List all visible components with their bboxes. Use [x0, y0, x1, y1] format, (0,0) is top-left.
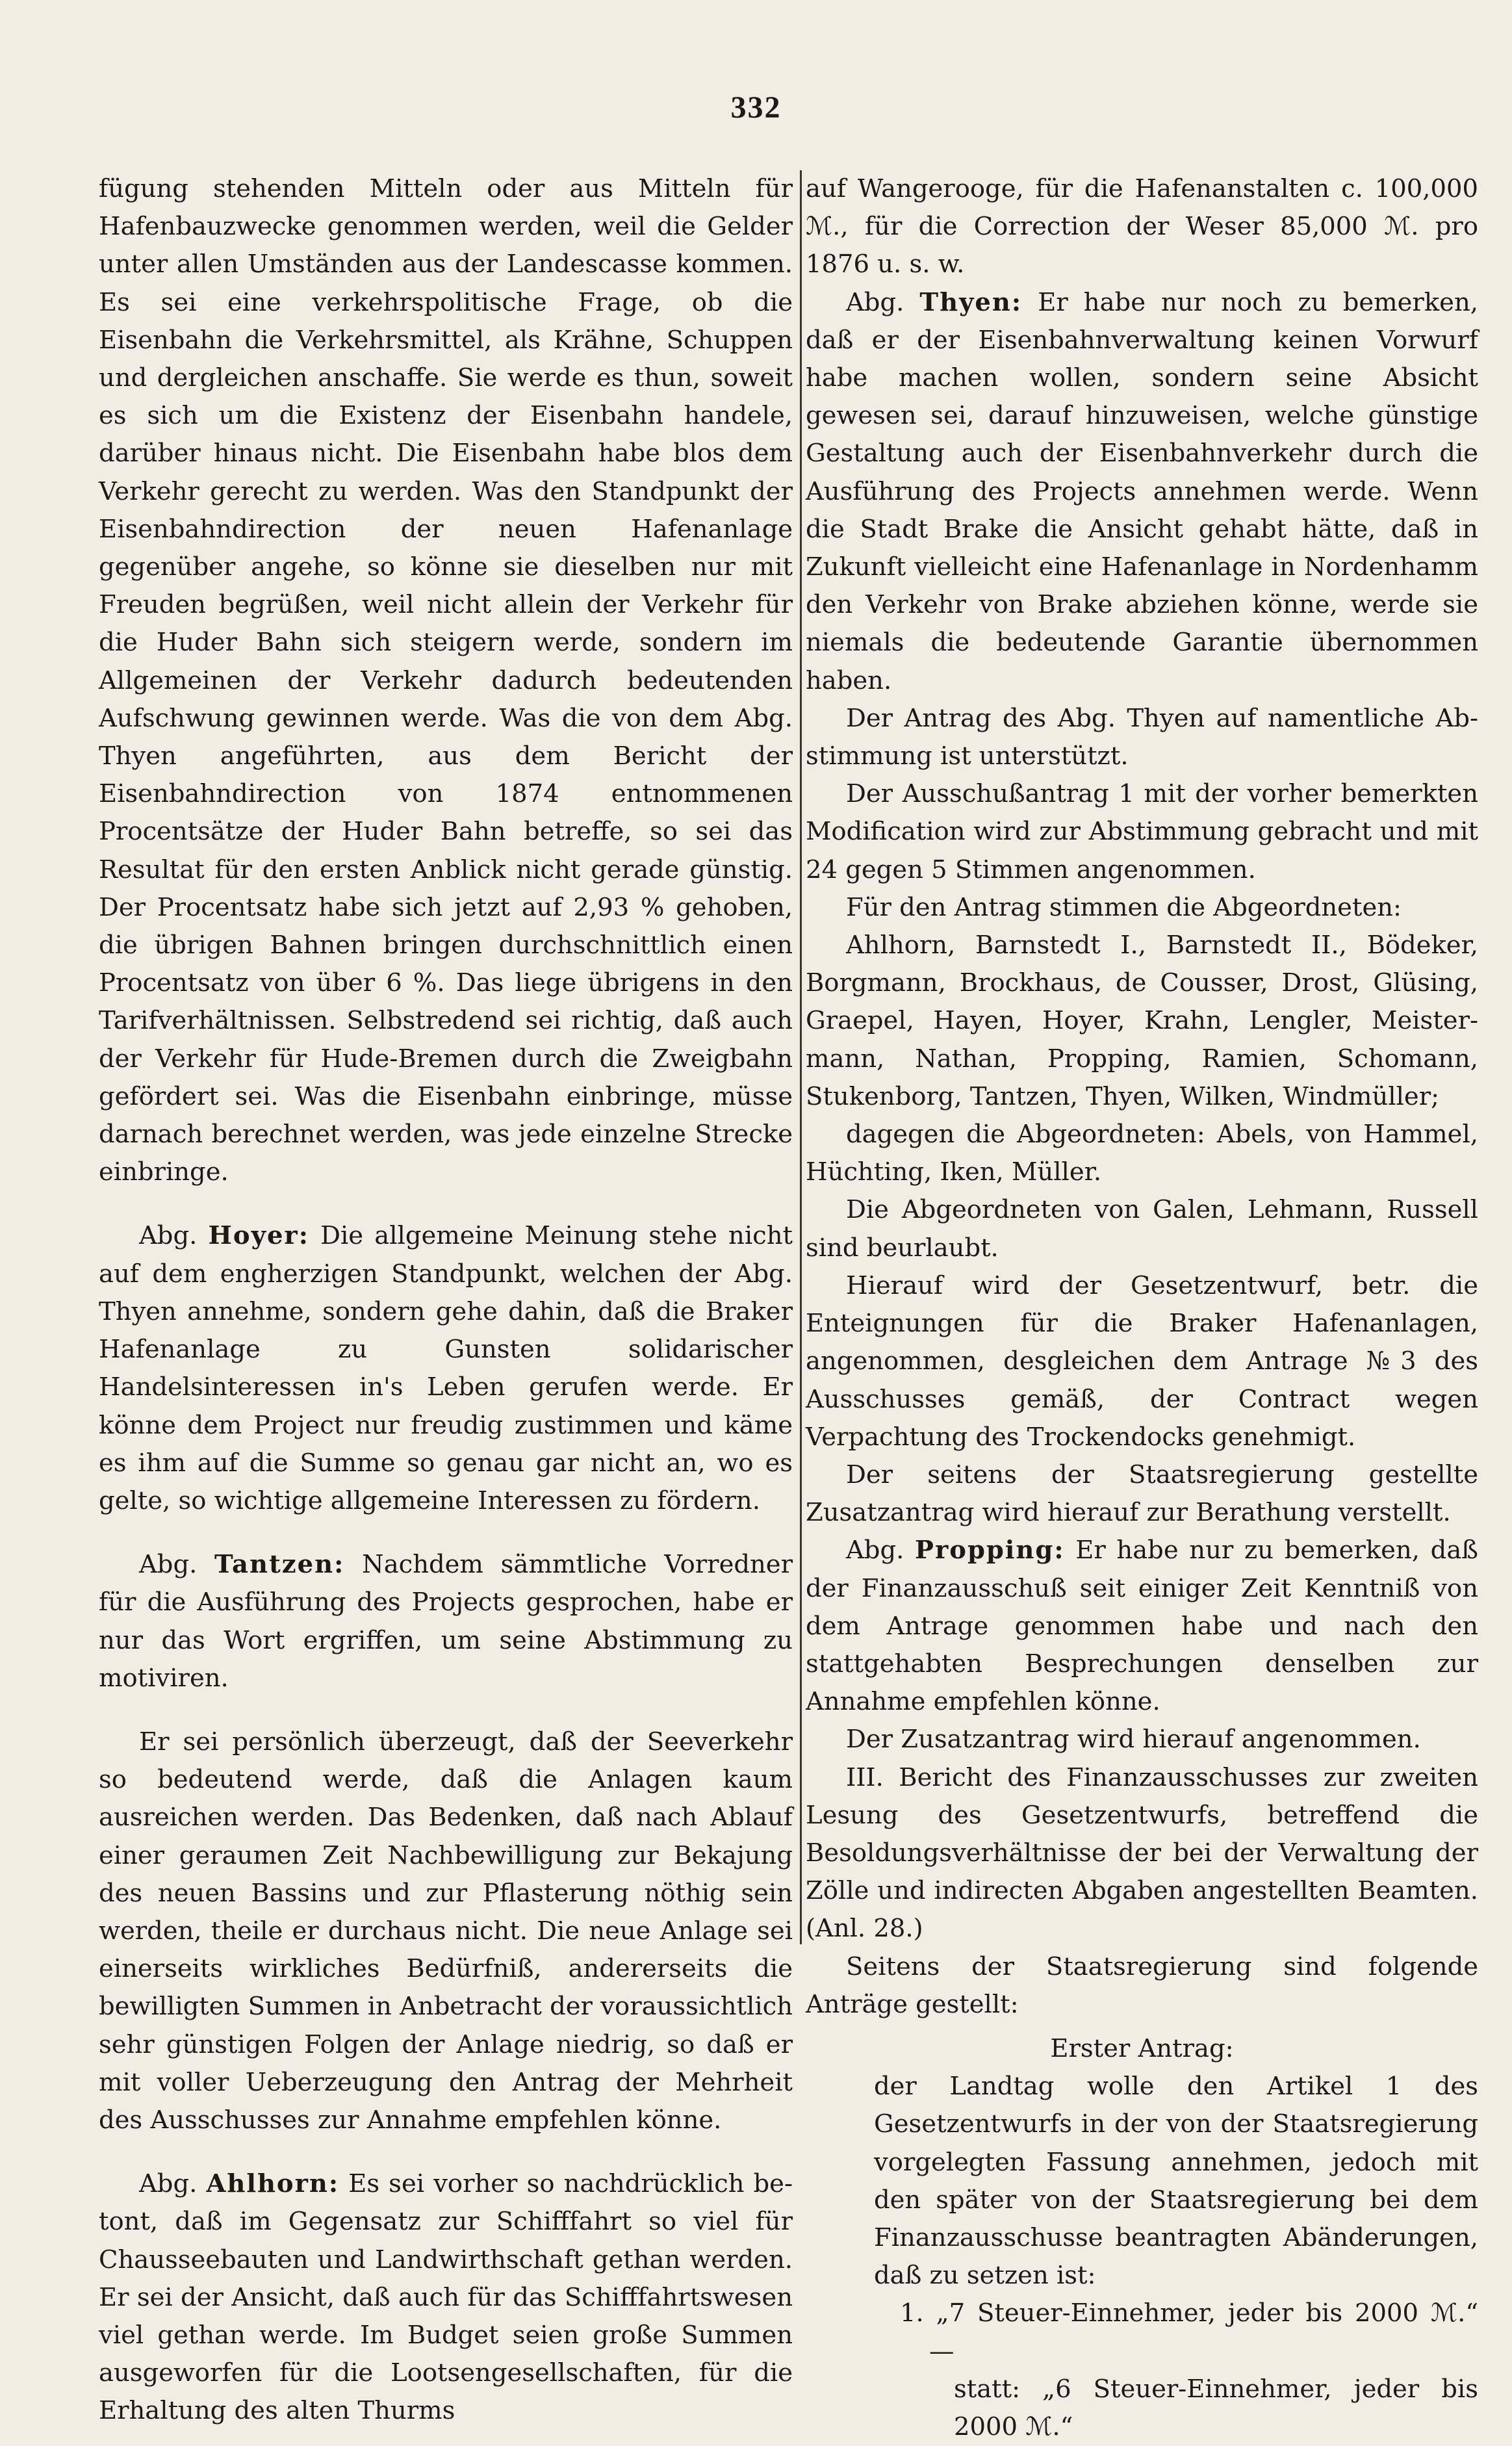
speech-paragraph: [99, 1217, 793, 1520]
speech-label: Abg.: [139, 1221, 198, 1251]
vote-list-no: dagegen die Abgeordneten: Abels, von Hammel, Hüchting, Iken, Müller.: [806, 1120, 1478, 1187]
speaker-name: Hoyer:: [208, 1221, 309, 1251]
paragraph: Er sei persönlich überzeugt, daß der Seeverkehr so bedeutend werde, daß die Anlagen kaum ausreichen werden. Das Bedenken, daß nach Ablauf einer geraumen Zeit Nachbewilligung zur Bekajung des neuen Bassins und zur Pflasterung nöthig sein werden, theile er durchaus nicht. Die neue Anlage sei einerseits wirkliches Bedürfniß, andererseits die bewilligten Summen in Anbetracht der voraussichtlich sehr günstigen Folgen der Anlage niedrig, so daß er mit voller Ueberzeugung den Antrag der Mehrheit des Ausschusses zur Annahme empfehlen könne.: [99, 1727, 793, 2135]
speech-paragraph: [806, 1532, 1478, 1721]
motion-text: der Landtag wolle den Artikel 1 des Gesetzentwurfs in der von der Staatsregierung vorgelegten Fassung annehmen, jedoch mit den später von der Staatsregierung bei dem Finanzausschusse beantragten Abänderungen, daß zu setzen ist:: [874, 2072, 1478, 2291]
page-number: 332: [730, 90, 782, 125]
paragraph: auf Wangerooge, für die Hafenanstalten c. 100,000 ℳ., für die Correction der Weser 85,000 ℳ. pro 1876 u. s. w.: [806, 174, 1478, 279]
speech-text: Er habe nur noch zu bemerken, daß er der Eisenbahnverwaltung keinen Vorwurf habe machen wollen, sondern seine Absicht gewesen sei, darauf hinzuweisen, welche günstige Gestaltung auch der Eisenbahnverkehr durch die Ausführung des Projects annehmen werde. Wenn die Stadt Brake die Ansicht gehabt hätte, daß in Zukunft vielleicht eine Hafenanlage in Nordenhamm den Verkehr von Brake abziehen könne, werde sie niemals die bedeutende Garantie übernommen haben.: [806, 287, 1478, 695]
paragraph: Der seitens der Staatsregierung gestellte Zusatzantrag wird hierauf zur Berathung verstellt.: [806, 1460, 1478, 1528]
section-heading: III. Bericht des Finanzausschusses zur zweiten Lesung des Gesetzentwurfs, betreffend die Besoldungsverhältnisse der bei der Verwaltung der Zölle und indirecten Abgaben angestellten Beamten. (Anl. 28.): [806, 1762, 1478, 1944]
speech-paragraph: [806, 284, 1478, 700]
speaker-name: Thyen:: [919, 287, 1023, 317]
speech-text: Die allgemeine Meinung stehe nicht auf dem engherzigen Standpunkt, welchen der Abg. Thyen annehme, sondern gehe dahin, daß die Braker Hafenanlage zu Gunsten solidarischer Handelsinteressen in's Leben gerufen werde. Er könne dem Project nur freudig zustimmen und käme es ihm auf die Summe so genau gar nicht an, wo es gelte, so wichtige allgemeine Interessen zu fördern.: [99, 1221, 793, 1515]
left-column: [99, 170, 793, 2430]
column-divider: [800, 170, 802, 1944]
speaker-name: Tantzen:: [214, 1550, 345, 1580]
paragraph: Hierauf wird der Gesetzentwurf, betr. die Enteignungen für die Braker Hafenanlagen, angenommen, desgleichen dem Antrage №3 des Ausschusses gemäß, der Contract wegen Verpachtung des Trockendocks genehmigt.: [806, 1270, 1478, 1452]
speech-label: Abg.: [139, 1550, 198, 1580]
speech-label: Abg.: [846, 287, 904, 317]
paragraph: fügung stehenden Mitteln oder aus Mitteln für Hafenbauzwecke genommen werden, weil die Gelder unter allen Umständen aus der Landescasse kommen. Es sei eine verkehrspolitische Frage, ob die Eisenbahn die Verkehrsmittel, als Krähne, Schuppen und dergleichen anschaffe. Sie werde es thun, soweit es sich um die Existenz der Eisenbahn handele, darüber hinaus nicht. Die Eisenbahn habe blos dem Verkehr gerecht zu werden. Was den Standpunkt der Eisenbahndirection der neuen Hafenanlage gegenüber angehe, so könne sie dieselben nur mit Freuden begrüßen, weil nicht allein der Verkehr für die Huder Bahn sich steigern werde, sondern im Allgemeinen der Verkehr dadurch bedeutenden Aufschwung gewinnen werde. Was die von dem Abg. Thyen angeführten, aus dem Bericht der Eisenbahndirection von 1874 entnommenen Procentsätze der Huder Bahn betreffe, so sei das Resultat für den ersten Anblick nicht gerade günstig. Der Procentsatz habe sich jetzt auf 2,93 % gehoben, die übrigen Bahnen bringen durchschnittlich einen Procentsatz von über 6 %. Das liege übrigens in den Tarifverhältnissen. Selbstredend sei richtig, daß auch der Verkehr für Hude-Bremen durch die Zweigbahn gefördert sei. Was die Eisenbahn einbringe, müsse darnach berechnet werden, was jede einzelne Strecke einbringe.: [99, 174, 793, 1187]
paragraph: Für den Antrag stimmen die Abgeordneten:: [846, 892, 1402, 922]
right-column: [806, 170, 1478, 2446]
paragraph: Der Antrag des Abg. Thyen auf namentliche Abstimmung ist unterstützt.: [806, 703, 1478, 771]
motion-item: 1. „7 Steuer-Einnehmer, jeder bis 2000 ℳ.“ —: [900, 2298, 1478, 2366]
speech-text: Es sei vorher so nachdrücklich betont, daß im Gegensatz zur Schifffahrt so viel für Chausseebauten und Landwirthschaft gethan werden. Er sei der Ansicht, daß auch für das Schifffahrtswesen viel gethan werde. Im Budget seien große Summen ausgeworfen für die Lootsengesellschaften, für die Erhaltung des alten Thurms: [99, 2169, 793, 2426]
speech-label: Abg.: [139, 2169, 198, 2199]
speaker-name: Propping:: [915, 1536, 1065, 1565]
speaker-name: Ahlhorn:: [206, 2169, 340, 2199]
speech-label: Abg.: [846, 1536, 904, 1565]
paragraph: Der Ausschußantrag 1 mit der vorher bemerkten Modification wird zur Abstimmung gebracht und mit 24 gegen 5 Stimmen angenommen.: [806, 779, 1478, 884]
speech-paragraph: [99, 1546, 793, 1697]
paragraph: Der Zusatzantrag wird hierauf angenommen.: [846, 1725, 1421, 1755]
paragraph: Die Abgeordneten von Galen, Lehmann, Russell sind beurlaubt.: [806, 1195, 1478, 1263]
motion-title: Erster Antrag:: [1050, 2033, 1234, 2063]
paragraph: Seitens der Staatsregierung sind folgende Anträge gestellt:: [806, 1951, 1478, 2019]
motion-item-replacement: statt: „6 Steuer-Einnehmer, jeder bis 2000 ℳ.“: [954, 2374, 1478, 2441]
speech-text: Nachdem sämmtliche Vorredner für die Ausführung des Projects gesprochen, habe er nur das Wort ergriffen, um seine Abstimmung zu motiviren.: [99, 1550, 793, 1693]
speech-paragraph: [99, 2165, 793, 2430]
speech-text: Er habe nur zu bemerken, daß der Finanzausschuß seit einiger Zeit Kenntniß von dem Antrage genommen habe und nach den stattgehabten Besprechungen denselben zur Annahme empfehlen könne.: [806, 1536, 1478, 1717]
vote-list-yes: Ahlhorn, Barnstedt I., Barnstedt II., Bödeker, Borgmann, Brockhaus, de Cousser, Drost, Glüsing, Graepel, Hayen, Hoyer, Krahn, Lengler, Meistermann, Nathan, Propping, Ramien, Schomann, Stukenborg, Tantzen, Thyen, Wilken, Windmüller;: [806, 931, 1478, 1111]
